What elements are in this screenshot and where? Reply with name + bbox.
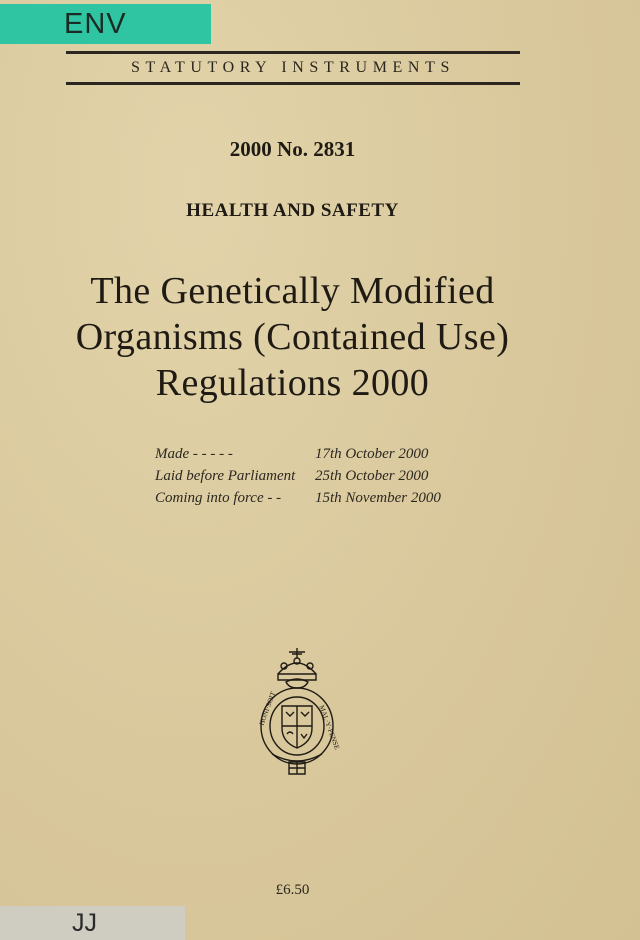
date-label: Made - - - - - xyxy=(155,446,233,462)
instrument-number: 2000 No. 2831 xyxy=(229,137,356,161)
document-title xyxy=(40,268,545,406)
crest-motto-left: HONI·SOIT xyxy=(257,690,278,727)
royal-crest-icon xyxy=(256,648,341,776)
date-value: 15th November 2000 xyxy=(315,490,441,506)
date-value: 17th October 2000 xyxy=(315,446,429,462)
jj-label-tag: JJ xyxy=(0,906,185,940)
date-value: 25th October 2000 xyxy=(315,468,429,484)
subject-heading: HEALTH AND SAFETY xyxy=(186,200,399,221)
title-line: Regulations 2000 xyxy=(155,362,430,404)
series-heading: STATUTORY INSTRUMENTS xyxy=(131,59,455,76)
header-rule-top xyxy=(66,51,520,54)
title-line: The Genetically Modified xyxy=(90,270,495,312)
date-label: Coming into force - - xyxy=(155,490,282,506)
env-label-tag: ENV xyxy=(0,4,211,44)
price: £6.50 xyxy=(275,882,310,898)
title-line: Organisms (Contained Use) xyxy=(75,316,510,358)
crest-motto-right: MAL·Y·PENSE xyxy=(317,704,341,751)
date-label: Laid before Parliament xyxy=(155,468,296,484)
header-rule-bottom xyxy=(66,82,520,85)
